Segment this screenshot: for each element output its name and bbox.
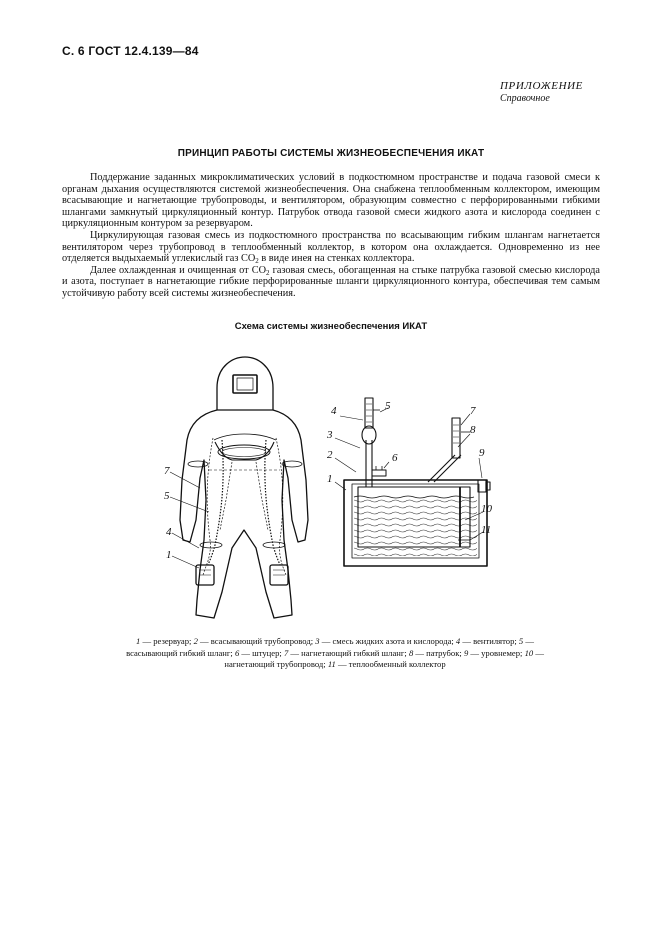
caption-text-10: — нагнетающий трубопровод; bbox=[224, 647, 544, 669]
caption-num-1: 1 bbox=[136, 636, 141, 646]
caption-num-6: 6 bbox=[234, 647, 240, 658]
caption-text-5: — всасывающий гибкий шланг; bbox=[126, 636, 534, 658]
device-label-6: 6 bbox=[392, 452, 398, 464]
suit-illustration bbox=[170, 357, 308, 618]
device-label-10: 10 bbox=[481, 503, 492, 515]
appendix-type: Справочное bbox=[500, 93, 550, 104]
caption-num-8: 8 bbox=[408, 647, 414, 658]
device-label-3: 3 bbox=[327, 429, 333, 441]
caption-num-3: 3 bbox=[315, 636, 320, 646]
figure-title: Схема системы жизнеобеспечения ИКАТ bbox=[234, 321, 428, 332]
device-label-7: 7 bbox=[470, 405, 476, 417]
section-title: ПРИНЦИП РАБОТЫ СИСТЕМЫ ЖИЗНЕОБЕСПЕЧЕНИЯ ИКАТ bbox=[177, 148, 485, 159]
caption-num-11: 11 bbox=[327, 659, 336, 669]
paragraph-3-subscript: 2 bbox=[266, 268, 270, 277]
suit-label-1: 1 bbox=[166, 549, 172, 561]
appendix-label: ПРИЛОЖЕНИЕ bbox=[500, 80, 583, 92]
caption-text-6: — штуцер; bbox=[239, 647, 284, 658]
caption-num-9: 9 bbox=[463, 647, 469, 658]
suit-label-5: 5 bbox=[164, 490, 170, 502]
suit-label-4: 4 bbox=[166, 526, 172, 538]
caption-num-2: 2 bbox=[193, 636, 198, 646]
page-header: С. 6 ГОСТ 12.4.139—84 bbox=[62, 44, 199, 58]
fan bbox=[362, 426, 376, 444]
paragraph-2-subscript: 2 bbox=[255, 257, 259, 266]
device-label-5: 5 bbox=[385, 400, 391, 412]
paragraph-3-part-a: Далее охлажденная и очищенная от CO bbox=[90, 264, 267, 276]
caption-text-11: — теплообменный коллектор bbox=[335, 659, 446, 669]
suit-hood bbox=[217, 357, 273, 410]
fitting bbox=[372, 470, 386, 476]
caption-text-9: — уровнемер; bbox=[468, 647, 525, 658]
caption-text-4: — вентилятор; bbox=[460, 636, 519, 646]
caption-text-1: — резервуар; bbox=[140, 636, 194, 646]
device-label-9: 9 bbox=[479, 447, 485, 459]
suit-label-7: 7 bbox=[164, 465, 170, 477]
caption-num-4: 4 bbox=[455, 636, 461, 646]
device-label-4: 4 bbox=[331, 405, 337, 417]
device-label-8: 8 bbox=[470, 424, 476, 436]
caption-text-2: — всасывающий трубопровод; bbox=[197, 636, 316, 646]
paragraph-2-part-b: в виде инея на стенках коллектора. bbox=[258, 253, 415, 265]
caption-text-7: — нагнетающий гибкий шланг; bbox=[288, 647, 409, 658]
paragraph-3-part-b: газовая смесь, обогащенная на стыке патрубка газовой смесью кислорода и азота, поступает в нагнетающие гибкие перфорированные шланги циркуляционного контура, обеспечивая тем самым устойчивую работу всей системы жизнеобеспечения. bbox=[62, 264, 600, 299]
caption-text-8: — патрубок; bbox=[413, 647, 464, 658]
device-label-2: 2 bbox=[327, 449, 333, 461]
paragraph-1: Поддержание заданных микроклиматических условий в подкостюмном пространстве и подача газовой смеси к органам дыхания осуществляются системой жизнеобеспечения. Она снабжена теплообменным коллектором, имеющим всасывающие и нагнетающие трубопроводы, и вентилятором, образующим совместно с перфорированными гибкими шлангами замкнутый циркуляционный контур. Патрубок отвода газовой смеси жидкого азота и кислорода соединен с циркуляционным контуром за резервуаром. bbox=[62, 172, 600, 230]
device-schematic bbox=[335, 398, 490, 566]
suit-outline bbox=[180, 410, 308, 618]
figure-caption bbox=[110, 636, 560, 671]
device-label-11: 11 bbox=[481, 524, 492, 536]
caption-num-7: 7 bbox=[283, 647, 289, 658]
caption-num-5: 5 bbox=[518, 636, 524, 646]
caption-num-10: 10 bbox=[524, 647, 534, 658]
device-label-1: 1 bbox=[327, 473, 333, 485]
paragraph-2-part-a: Циркулирующая газовая смесь из подкостюмного пространства по всасывающим гибким шлангам нагнетается вентилятором через трубопровод в теплообменный коллектор, в котором она охлаждается. Одновременно из нее отделяется выдыхаемый углекислый газ CO bbox=[62, 229, 600, 265]
caption-text-3: — смесь жидких азота и кислорода; bbox=[319, 636, 456, 646]
